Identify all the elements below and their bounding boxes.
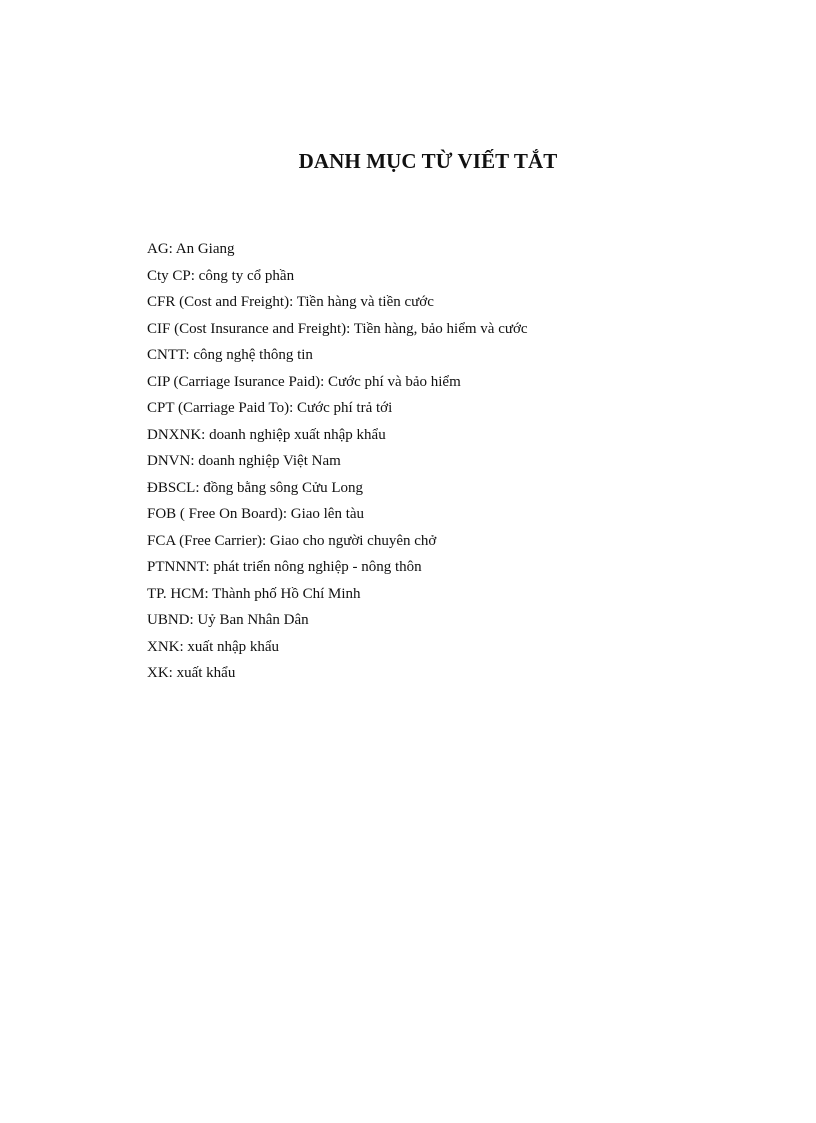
list-item: Cty CP: công ty cổ phần <box>147 267 295 284</box>
list-item: CPT (Carriage Paid To): Cước phí trả tới <box>147 400 393 416</box>
abbreviation-list <box>147 236 528 687</box>
list-item: TP. HCM: Thành phố Hồ Chí Minh <box>147 585 361 602</box>
list-item: FCA (Free Carrier): Giao cho người chuyên chở <box>147 532 437 549</box>
list-item: CIP (Carriage Isurance Paid): Cước phí và bảo hiểm <box>147 373 461 390</box>
list-item: AG: An Giang <box>147 241 235 257</box>
page-title: DANH MỤC TỪ VIẾT TẮT <box>298 149 558 173</box>
list-item: UBND: Uỷ Ban Nhân Dân <box>147 612 309 628</box>
list-item: CIF (Cost Insurance and Freight): Tiền hàng, bảo hiểm và cước <box>147 320 528 337</box>
list-item: XNK: xuất nhập khẩu <box>147 638 280 655</box>
list-item: CFR (Cost and Freight): Tiền hàng và tiền cước <box>147 294 434 310</box>
list-item: PTNNNT: phát triển nông nghiệp - nông thôn <box>147 559 422 575</box>
list-item: FOB ( Free On Board): Giao lên tàu <box>147 506 365 522</box>
list-item: CNTT: công nghệ thông tin <box>147 347 313 363</box>
list-item: XK: xuất khẩu <box>147 665 236 681</box>
list-item: DNVN: doanh nghiệp Việt Nam <box>147 453 341 469</box>
list-item: DNXNK: doanh nghiệp xuất nhập khẩu <box>147 426 386 443</box>
list-item: ĐBSCL: đồng bằng sông Cửu Long <box>147 479 364 496</box>
